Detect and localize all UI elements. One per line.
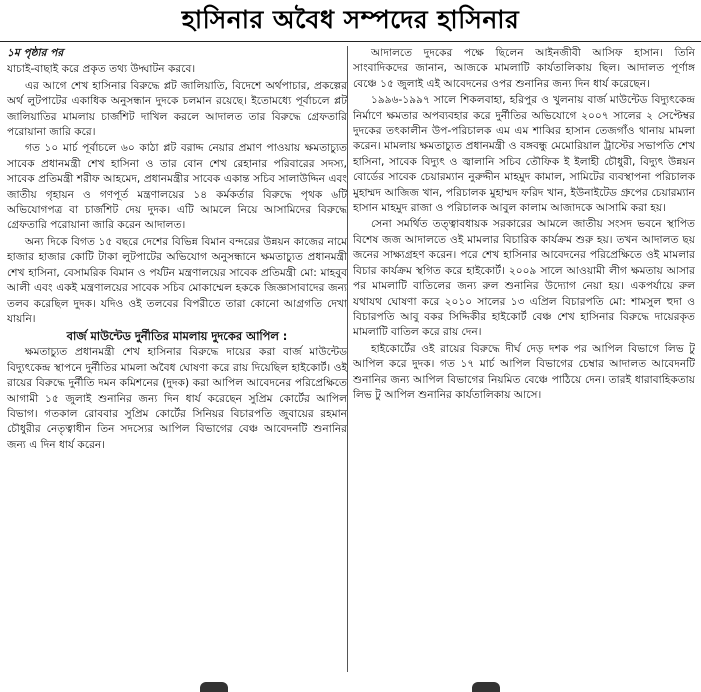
article-paragraph: গত ১০ মার্চ পূর্বাচলে ৬০ কাঠা প্লট বরাদ্দ নেয়ার প্রমাণ পাওয়ায় ক্ষমতাচ্যুত সাবেক প্রধানমন্ত্রী শেখ হাসিনা ও তার বোন শেখ রেহানার পরিবারের সদস্য, সাবেক প্রতিমন্ত্রী শরীফ আহমেদ, প্রধানমন্ত্রীর সাবেক একান্ত সচিব সালাউদ্দিন এবং জাতীয় গৃহায়ন ও গণপূর্ত মন্ত্রণালয়ের ১৪ কর্মকর্তার বিরুদ্ধে পৃথক ৬টি অভিযোগপত্র বা চার্জশিট দেয় দুদক। এটি আমলে নিয়ে আসামিদের বিরুদ্ধে গ্রেফতারি পরোয়ানা জারি করেন আদালত। — [7, 142, 347, 232]
article-headline: হাসিনার অবৈধ সম্পদের হাসিনার — [181, 5, 520, 34]
left-column — [7, 46, 347, 674]
article-paragraph — [7, 46, 347, 61]
column-divider — [347, 46, 348, 672]
article-paragraph: ক্ষমতাচ্যুত প্রধানমন্ত্রী শেখ হাসিনার বিরুদ্ধে দায়ের করা বার্জ মাউন্টেড বিদ্যুৎকেন্দ্র স্থাপনে দুর্নীতির মামলা অবৈধ ঘোষণা করে রায় দিয়েছিল হাইকোর্ট। ওই রায়ের বিরুদ্ধে দুর্নীতি দমন কমিশনের (দুদক) করা আপিল আবেদনের পরিপ্রেক্ষিতে আগামী ১৫ জুলাই শুনানির জন্য দিন ধার্য করেছেন সুপ্রিম কোর্টের আপিল বিভাগ। গতকাল রোববার সুপ্রিম কোর্টের সিনিয়র বিচারপতি জুবায়ের রহমান চৌধুরীর নেতৃত্বাধীন তিন সদস্যের আপিল বিভাগের বেঞ্চ আবেদনটি শুনানির জন্য এ দিন ধার্য করেন। — [7, 346, 347, 451]
section-subheading: বার্জ মাউন্টেড দুর্নীতির মামলায় দুদকের আপিল : — [66, 329, 288, 344]
next-article-edge — [0, 680, 701, 692]
continuation-kicker: ১ম পৃষ্ঠার পর — [7, 47, 64, 59]
article-paragraph: অন্য দিকে বিগত ১৫ বছরে দেশের বিভিন্ন বিমান বন্দরের উন্নয়ন কাজের নামে হাজার হাজার কোটি টাকা লুটপাটের অভিযোগ অনুসন্ধানে ক্ষমতাচ্যুত প্রধানমন্ত্রী শেখ হাসিনা, বেসামরিক বিমান ও পর্যটন মন্ত্রণালয়ের সাবেক প্রতিমন্ত্রী মো: মাহবুব আলী এবং একই মন্ত্রণালয়ের সাবেক সচিব মোকাম্মেল হককে জিজ্ঞাসাবাদের জন্য তলব করেছিল দুদক। যদিও ওই তলবের বিপরীতে তারা কোনো আগ্রগতি দেখা যায়নি। — [7, 235, 347, 325]
cropped-glyph — [200, 682, 228, 692]
article-paragraph: এর আগে শেখ হাসিনার বিরুদ্ধে প্লট জালিয়াতি, বিদেশে অর্থপাচার, প্রকল্পের অর্থ লুটপাটের একাধিক অনুসন্ধান দুদকে চলমান রয়েছে। ইতোমধ্যে পূর্বাচলে প্লট জালিয়াতির মামলায় চার্জশিট দাখিল করলে আদালত তার বিরুদ্ধে গ্রেফতারি পরোয়ানা জারি করে। — [7, 79, 347, 139]
right-column — [353, 46, 695, 674]
article-paragraph: যাচাই-বাছাই করে প্রকৃত তথ্য উদ্ঘাটন করবে। — [7, 63, 196, 76]
cropped-glyph — [472, 682, 500, 692]
article-paragraph: ১৯৯৬-১৯৯৭ সালে শিকলবাহা, হরিপুর ও খুলনায় বার্জ মাউন্টেড বিদ্যুৎকেন্দ্র নির্মাণে ক্ষমতার অপব্যবহার করে দুর্নীতির অভিযোগে ২০০৭ সালের ২ সেপ্টেম্বর দুদকের তৎকালীন উপ-পরিচালক এম এম শাব্বির হাসান তেজগাঁও থানায় মামলা করেন। মামলায় ক্ষমতাচ্যুত প্রধানমন্ত্রী ও বঙ্গবন্ধু মেমোরিয়াল ট্রাস্টের সভাপতি শেখ হাসিনা, সাবেক বিদ্যুৎ ও জ্বালানি সচিব তৌফিক ই ইলাহী চৌধুরী, বিদ্যুৎ উন্নয়ন বোর্ডের সাবেক চেয়ারম্যান নুরুদ্দীন মাহমুদ কামাল, সামিটের ব্যবস্থাপনা পরিচালক মুহাম্মদ আজিজ খান, পরিচালক মুহাম্মদ ফরিদ খান, ইউনাইটেড গ্রুপের চেয়ারম্যান হাসান মাহমুদ রাজা ও পরিচালক আবুল কালাম আজাদকে আসামি করা হয়। — [353, 94, 695, 215]
headline-rule — [0, 41, 701, 42]
article-paragraph: সেনা সমর্থিত তত্ত্বাবধায়ক সরকারের আমলে জাতীয় সংসদ ভবনে স্থাপিত বিশেষ জজ আদালতে ওই মামলার বিচারিক কার্যক্রম শুরু হয়। তখন আদালত ছয় জনের সাক্ষ্যগ্রহণ করেন। পরে শেখ হাসিনার আবেদনের পরিপ্রেক্ষিতে ওই মামলার বিচার কার্যক্রম স্থগিত করে হাইকোর্ট। ২০০৯ সালে আওয়ামী লীগ ক্ষমতায় আসার পর মামলাটি বাতিলের জন্য রুল শুনানির উদ্যোগ নেয়া হয়। একপর্যায়ে রুল যথাযথ ঘোষণা করে ২০১০ সালের ১৩ এপ্রিল বিচারপতি মো: শামসুল হুদা ও বিচারপতি আবু বকর সিদ্দিকীর হাইকোর্ট বেঞ্চ শেখ হাসিনার বিরুদ্ধে দায়েরকৃত মামলাটি বাতিল করে রায় দেন। — [353, 218, 695, 339]
article-paragraph: আদালতে দুদকের পক্ষে ছিলেন আইনজীবী আসিফ হাসান। তিনি সাংবাদিকদের জানান, আজকে মামলাটি কার্যতালিকায় ছিল। আদালত পূর্ণাঙ্গ বেঞ্চে ১৫ জুলাই এই আবেদনের ওপর শুনানির জন্য দিন ধার্য করেছেন। — [353, 47, 695, 90]
article-paragraph: হাইকোর্টের ওই রায়ের বিরুদ্ধে দীর্ঘ দেড় দশক পর আপিল বিভাগে লিভ টু আপিল করে দুদক। গত ১৭ মার্চ আপিল বিভাগের চেম্বার আদালত আবেদনটি শুনানির জন্য আপিল বিভাগের নিয়মিত বেঞ্চে পাঠিয়ে দেন। তারই ধারাবাহিকতায় লিভ টু আপিল শুনানির কার্যতালিকায় আসে। — [353, 342, 695, 401]
